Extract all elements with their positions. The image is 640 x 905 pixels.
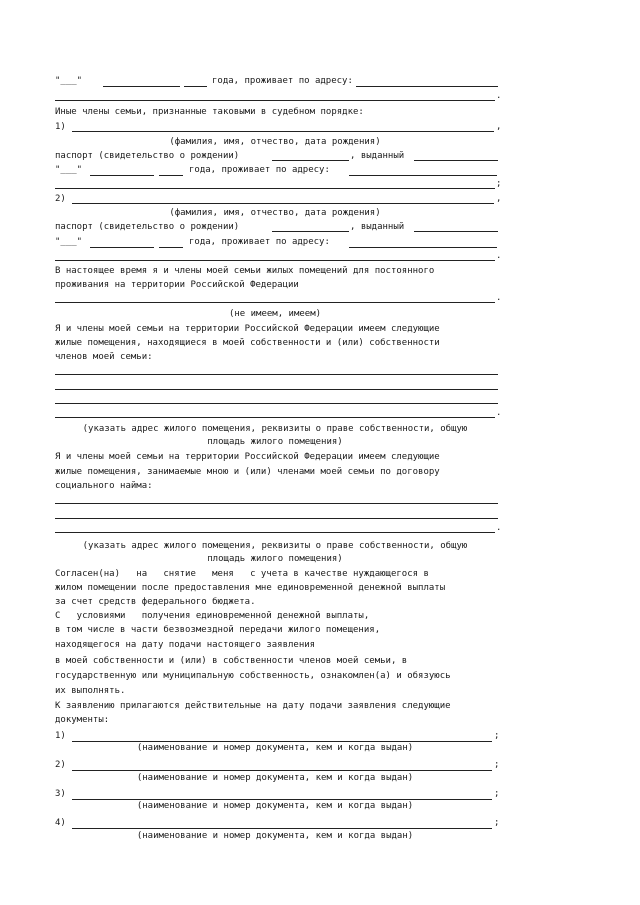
blank-month [103,86,180,87]
issued-label: , выданный [350,151,405,161]
attachment-number: 1) [55,731,66,741]
blank-attachment-4 [72,828,492,829]
housing-now-line-1: В настоящее время я и члены моей семьи жилых помещений для постоянного [55,266,435,276]
attachments-line-2: документы: [55,715,110,725]
blank-address-2 [55,100,495,101]
blank-issued-1 [414,160,498,161]
blank-address-2 [55,188,495,189]
blank-address [349,247,497,248]
own-housing-line-1: Я и члены моей семьи на территории Российской Федерации имеем следующие [55,324,440,334]
blank-attachment-3 [72,799,492,800]
consent-line-4: С условиями получения единовременной денежной выплаты, [55,611,370,621]
own-housing-line-2: жилые помещения, находящиеся в моей собственности и (или) собственности [55,338,440,348]
blank-passport-2 [272,231,349,232]
consent-line-9: их выполнять. [55,686,126,696]
housing-now-line-2: проживания на территории Российской Федерации [55,280,299,290]
blank-social-housing-1 [55,503,498,504]
social-housing-caption-1: (указать адрес жилого помещения, реквизиты о праве собственности, общую [82,541,468,551]
date-quote: "___" [55,165,83,175]
attachment-number: 2) [55,760,66,770]
blank-social-housing-3 [55,532,495,533]
social-housing-line-3: социального найма: [55,481,153,491]
blank-passport-1 [272,160,349,161]
blank-fio-2 [72,203,494,204]
fio-caption: (фамилия, имя, отчество, дата рождения) [169,137,381,147]
blank-address [356,86,498,87]
passport-label: паспорт (свидетельство о рождении) [55,151,240,161]
blank-month [90,247,154,248]
blank-own-housing-1 [55,374,498,375]
date-quote: "___" [55,76,83,86]
blank-month [90,175,154,176]
consent-line-1: Согласен(на) на снятие меня с учета в качестве нуждающегося в [55,569,429,579]
blank-housing-now [55,302,495,303]
blank-own-housing-3 [55,403,498,404]
attachment-caption: (наименование и номер документа, кем и когда выдан) [136,773,414,783]
date-quote: "___" [55,237,83,247]
attachment-caption: (наименование и номер документа, кем и когда выдан) [136,831,414,841]
blank-year [184,86,207,87]
consent-line-7: в моей собственности и (или) в собственности членов моей семьи, в [55,656,408,666]
attachment-caption: (наименование и номер документа, кем и когда выдан) [136,801,414,811]
fio-caption: (фамилия, имя, отчество, дата рождения) [169,208,381,218]
blank-year [159,247,183,248]
blank-address-2 [55,260,495,261]
own-housing-line-3: членов моей семьи: [55,352,153,362]
blank-social-housing-2 [55,518,498,519]
other-members-heading: Иные члены семьи, признанные таковыми в судебном порядке: [55,107,364,117]
passport-label: паспорт (свидетельство о рождении) [55,222,240,232]
social-housing-caption-2: площадь жилого помещения) [207,554,343,564]
consent-line-3: за счет средств федерального бюджета. [55,597,256,607]
consent-line-2: жилом помещении после предоставления мне единовременной денежной выплаты [55,583,446,593]
blank-attachment-2 [72,770,492,771]
address-label: года, проживает по адресу: [189,165,330,175]
consent-line-8: государственную или муниципальную собственность, ознакомлен(а) и обязуюсь [55,671,451,681]
attachments-line-1: К заявлению прилагаются действительные на дату подачи заявления следующие [55,701,451,711]
attachment-number: 4) [55,818,66,828]
item-number: 1) [55,122,66,132]
issued-label: , выданный [350,222,405,232]
blank-own-housing-4 [55,417,495,418]
blank-issued-2 [414,231,498,232]
item-number: 2) [55,194,66,204]
attachment-number: 3) [55,789,66,799]
own-housing-caption-2: площадь жилого помещения) [207,437,343,447]
social-housing-line-1: Я и члены моей семьи на территории Российской Федерации имеем следующие [55,452,440,462]
blank-attachment-1 [72,741,492,742]
consent-line-6: находящегося на дату подачи настоящего заявления [55,640,316,650]
consent-line-5: в том числе в части безвозмездной передачи жилого помещения, [55,625,381,635]
housing-now-caption: (не имеем, имеем) [228,309,322,319]
blank-year [159,175,183,176]
blank-own-housing-2 [55,389,498,390]
blank-address [349,175,497,176]
blank-fio-1 [72,131,494,132]
address-label: года, проживает по адресу: [212,76,353,86]
application-form-page: "___" года, проживает по адресу: . Иные члены семьи, признанные таковыми в судебном порядке: 1) , (фамилия, имя, отчество, дата рождения) паспорт (свидетельство о рождении) , выданный "___" года, проживает по адресу: ; 2) , (фамилия, имя, отчество, дата рождения) паспорт (свидетельство о рождении) , выданный "___" года, проживает по адресу: . В настоящее время я и члены моей семьи жилых помещений для постоянного проживания на территории Российской Федерации . (не имеем, имеем) Я и члены моей семьи на территории Российской Федерации имеем следующие жилые помещения, находящиеся в моей собственности и (или) собственности членов моей семьи: . (указать адрес жилого помещения, реквизиты о праве собственности, общую площадь жилого помещения) Я и члены моей семьи на территории Российской Федерации имеем следующие жилые помещения, занимаемые мною и (или) членами моей семьи по договору социального найма: . (указать адрес жилого помещения, реквизиты о праве собственности, общую площадь жилого помещения) Согласен(на) на снятие меня с учета в качестве нуждающегося в жилом помещении после предоставления мне единовременной денежной выплаты за счет средств федерального бюджета. С условиями получения единовременной денежной выплаты, в том числе в части безвозмездной передачи жилого помещения, находящегося на дату подачи настоящего заявления в моей собственности и (или) в собственности членов моей семьи, в государственную или муниципальную собственность, ознакомлен(а) и обязуюсь их выполнять. К заявлению прилагаются действительные на дату подачи заявления следующие документы: 1) ; (наименование и номер документа, кем и когда выдан) 2) ; (наименование и номер документа, кем и когда выдан) 3) ; (наименование и номер документа, кем и когда выдан) 4) ; (наименование и номер документа, кем и когда выдан) [55,76,502,841]
attachment-caption: (наименование и номер документа, кем и когда выдан) [136,743,414,753]
own-housing-caption-1: (указать адрес жилого помещения, реквизиты о праве собственности, общую [82,424,468,434]
address-label: года, проживает по адресу: [189,237,330,247]
social-housing-line-2: жилые помещения, занимаемые мною и (или) членами моей семьи по договору [55,467,440,477]
